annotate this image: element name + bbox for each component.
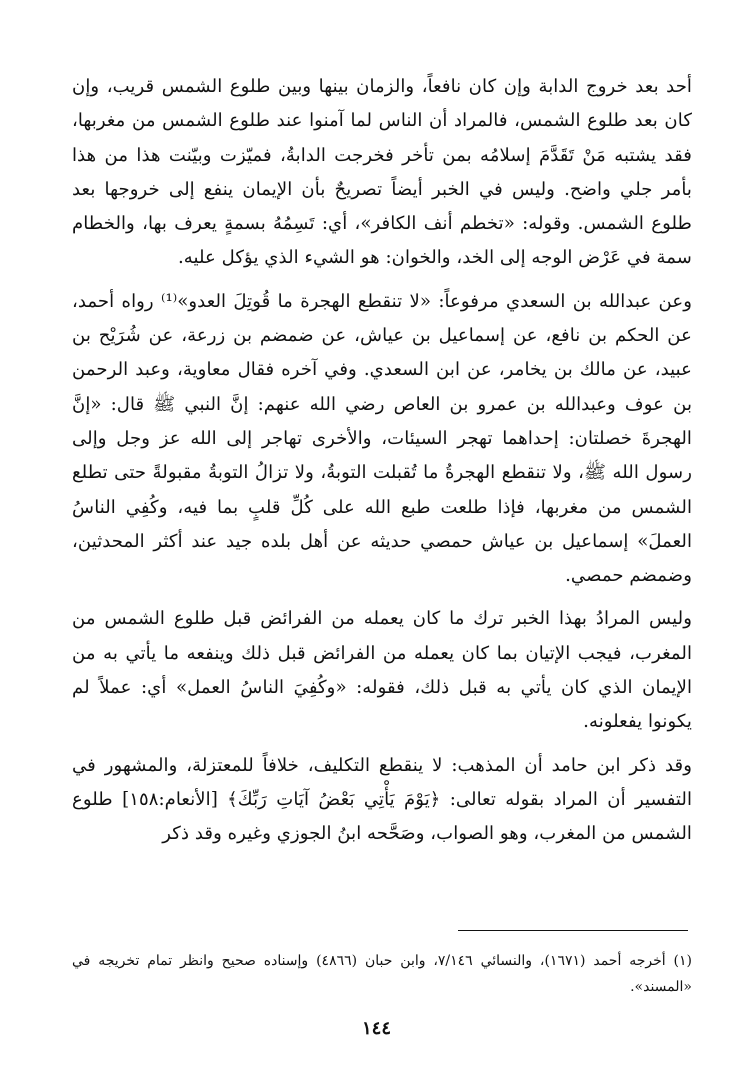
footnotes <box>72 948 692 1000</box>
main-text <box>72 70 692 852</box>
footnote-divider <box>458 930 688 931</box>
paragraph-2: وعن عبدالله بن السعدي مرفوعاً: «لا تنقطع الهجرة ما قُوتِلَ العدو»⁽¹⁾ رواه أحمد، عن الحكم بن نافع، عن إسماعيل بن عياش، عن ضمضم بن زرعة، عن شُرَيْح بن عبيد، عن مالك بن يخامر، عن ابن السعدي. وفي آخره فقال معاوية، وعبد الرحمن بن عوف وعبدالله بن عمرو بن العاص رضي الله عنهم: إنَّ النبي ﷺ قال: «إنَّ الهجرةَ خصلتان: إحداهما تهجر السيئات، والأخرى تهاجر إلى الله عز وجل وإلى رسول الله ﷺ، ولا تنقطع الهجرةُ ما تُقبلت التوبةُ، ولا تزالُ التوبةُ مقبولةً حتى تطلع الشمس من مغربها، فإذا طلعت طبع الله على كُلِّ قلبٍ بما فيه، وكُفِي الناسُ العملَ» إسماعيل بن عياش حمصي حديثه عن أهل بلده جيد عند أكثر المحدثين، وضمضم حمصي. <box>72 290 692 587</box>
paragraph-1: أحد بعد خروج الدابة وإن كان نافعاً، والزمان بينها وبين طلوع الشمس قريب، وإن كان بعد طلوع الشمس، فالمراد أن الناس لما آمنوا عند طلوع الشمس من مغربها، فقد يشتبه مَنْ تَقَدَّمَ إسلامُه بمن تأخر فخرجت الدابةُ، فميّزت وبيّنت هذا من هذا بأمر جلي واضح. وليس في الخبر أيضاً تصريحٌ بأن الإيمان ينفع إلى خروجها بعد طلوع الشمس. وقوله: «تخطم أنف الكافر»، أي: تَسِمُهُ بسمةٍ يعرف بها، والخطام سمة في عَرْض الوجه إلى الخد، والخوان: هو الشيء الذي يؤكل عليه. <box>72 76 692 269</box>
paragraph-3: وليس المرادُ بهذا الخبر ترك ما كان يعمله من الفرائض قبل طلوع الشمس من المغرب، فيجب الإتيان بما كان يعمله من الفرائض قبل ذلك وينفعه ما يأتي به من الإيمان الذي كان يأتي به قبل ذلك، فقوله: «وكُفِيَ الناسُ العمل» أي: عملاً لم يكونوا يفعلونه. <box>72 608 692 733</box>
footnote-1: (١) أخرجه أحمد (١٦٧١)، والنسائي ٧/١٤٦، وابن حبان (٤٨٦٦) وإسناده صحيح وانظر تمام تخريجه في «المسند». <box>72 953 692 995</box>
page-number: ١٤٤ <box>361 1018 391 1039</box>
paragraph-4: وقد ذكر ابن حامد أن المذهب: لا ينقطع التكليف، خلافاً للمعتزلة، والمشهور في التفسير أن المراد بقوله تعالى: ﴿يَوْمَ يَأْتِي بَعْضُ آيَاتِ رَبِّكَ﴾ [الأنعام:١٥٨] طلوع الشمس من المغرب، وهو الصواب، وصَحَّحه ابنُ الجوزي وغيره وقد ذكر <box>72 754 693 845</box>
